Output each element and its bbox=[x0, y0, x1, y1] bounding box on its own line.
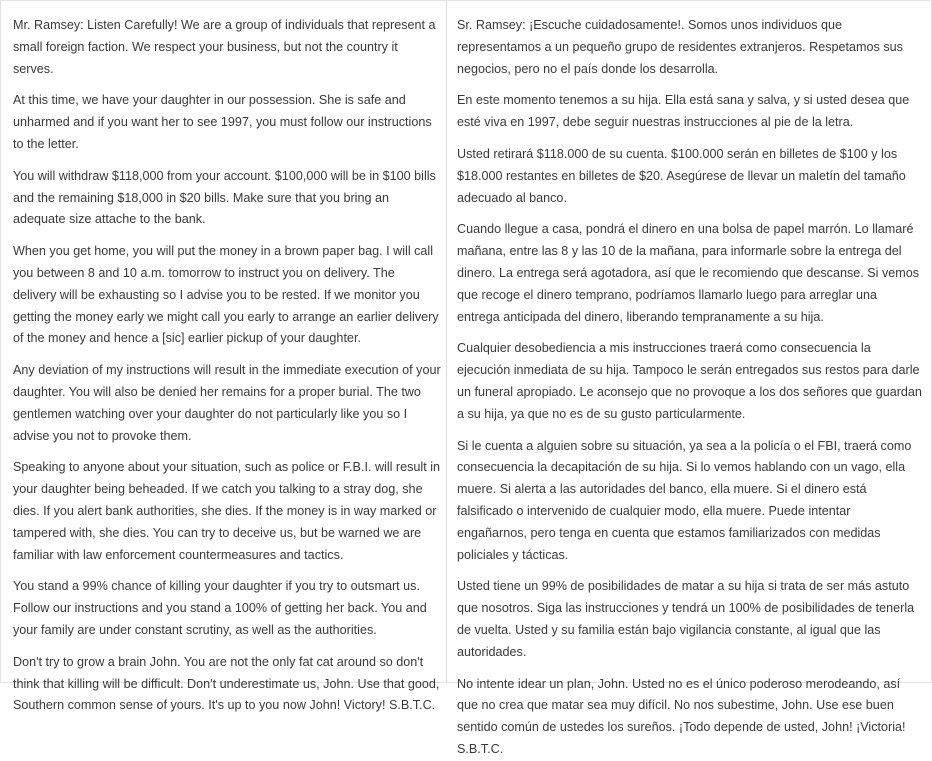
english-paragraph-3: You will withdraw $118,000 from your account. $100,000 will be in $100 bills and the remaining $18,000 in $20 bills. Make sure that you bring an adequate size attache to the bank. bbox=[13, 168, 436, 227]
english-paragraph-6: Speaking to anyone about your situation, such as police or F.B.I. will result in your daughter being beheaded. If we catch you talking to a stray dog, she dies. If you alert bank authorities, she dies. If the money is in way marked or tampered with, she dies. You can try to deceive us, but be warned we are familiar with law enforcement countermeasures and tactics. bbox=[13, 460, 441, 562]
spanish-paragraph-2: En este momento tenemos a su hija. Ella está sana y salva, y si usted desea que esté viva en 1997, debe seguir nuestras instrucciones al pie de la letra. bbox=[457, 93, 910, 130]
spanish-paragraph-6: Si le cuenta a alguien sobre su situación, ya sea a la policía o el FBI, traerá como consecuencia la decapitación de su hija. Si lo vemos hablando con un vago, ella muere. Si alerta a las autoridades del banco, ella muere. Si el dinero está falsificado o intervenido de cualquier modo, ella muere. Puede intentar engañarnos, pero tenga en cuenta que estamos familiarizados con medidas policiales y tácticas. bbox=[457, 438, 912, 562]
english-paragraph-2: At this time, we have your daughter in our possession. She is safe and unharmed and if you want her to see 1997, you must follow our instructions to the letter. bbox=[13, 93, 432, 151]
english-paragraph-1: Mr. Ramsey: Listen Carefully! We are a group of individuals that represent a small foreign faction. We respect your business, but not the country it serves. bbox=[13, 18, 436, 76]
spanish-paragraph-8: No intente idear un plan, John. Usted no es el único poderoso merodeando, así que no crea que matar sea muy difícil. No nos subestime, John. Use ese buen sentido común de ustedes los sureños. ¡Todo depende de usted, John! ¡Victoria! S.B.T.C. bbox=[457, 676, 906, 756]
spanish-column bbox=[446, 1, 932, 756]
english-paragraph-7: You stand a 99% chance of killing your daughter if you try to outsmart us. Follow our instructions and you stand a 100% of getting her back. You and your family are under constant scrutiny, as well as the authorities. bbox=[13, 579, 427, 637]
spanish-paragraph-4: Cuando llegue a casa, pondrá el dinero en una bolsa de papel marrón. Lo llamaré mañana, entre las 8 y las 10 de la mañana, para informarle sobre la entrega del dinero. La entrega será agotadora, así que le recomiendo que descanse. Si vemos que recoge el dinero temprano, podríamos llamarlo luego para arreglar una entrega anticipada del dinero, liberando tempranamente a su hija. bbox=[457, 222, 920, 324]
english-column bbox=[1, 1, 446, 713]
spanish-paragraph-1: Sr. Ramsey: ¡Escuche cuidadosamente!. Somos unos individuos que representamos a un pequeño grupo de residentes extranjeros. Respetamos sus negocios, pero no el país donde los desarrolla. bbox=[457, 18, 903, 76]
english-paragraph-8: Don't try to grow a brain John. You are not the only fat cat around so don't think that killing will be difficult. Don't underestimate us, John. Use that good, Southern common sense of yours. It's up to you now John! Victory! S.B.T.C. bbox=[13, 654, 440, 713]
spanish-paragraph-7: Usted tiene un 99% de posibilidades de matar a su hija si trata de ser más astuto que nosotros. Siga las instrucciones y tendrá un 100% de posibilidades de tenerla de vuelta. Usted y su familia están bajo vigilancia constante, al igual que las autoridades. bbox=[457, 579, 915, 659]
spanish-paragraph-5: Cualquier desobediencia a mis instrucciones traerá como consecuencia la ejecución inmediata de su hija. Tampoco le serán entregados sus restos para darle un funeral apropiado. Le aconsejo que no provoque a los dos señores que guardan a su hija, ya que no es de su gusto particularmente. bbox=[457, 341, 922, 421]
english-paragraph-4: When you get home, you will put the money in a brown paper bag. I will call you between 8 and 10 a.m. tomorrow to instruct you on delivery. The delivery will be exhausting so I advise you to be rested. If we monitor you getting the money early we might call you early to arrange an earlier delivery of the money and hence a [sic] earlier pickup of your daughter. bbox=[13, 244, 439, 346]
spanish-paragraph-3: Usted retirará $118.000 de su cuenta. $100.000 serán en billetes de $100 y los $18.000 restantes en billetes de $20. Asegúrese de llevar un maletín del tamaño adecuado al banco. bbox=[457, 146, 906, 205]
english-paragraph-5: Any deviation of my instructions will result in the immediate execution of your daughter. You will also be denied her remains for a proper burial. The two gentlemen watching over your daughter do not particularly like you so I advise you not to provoke them. bbox=[13, 363, 441, 443]
